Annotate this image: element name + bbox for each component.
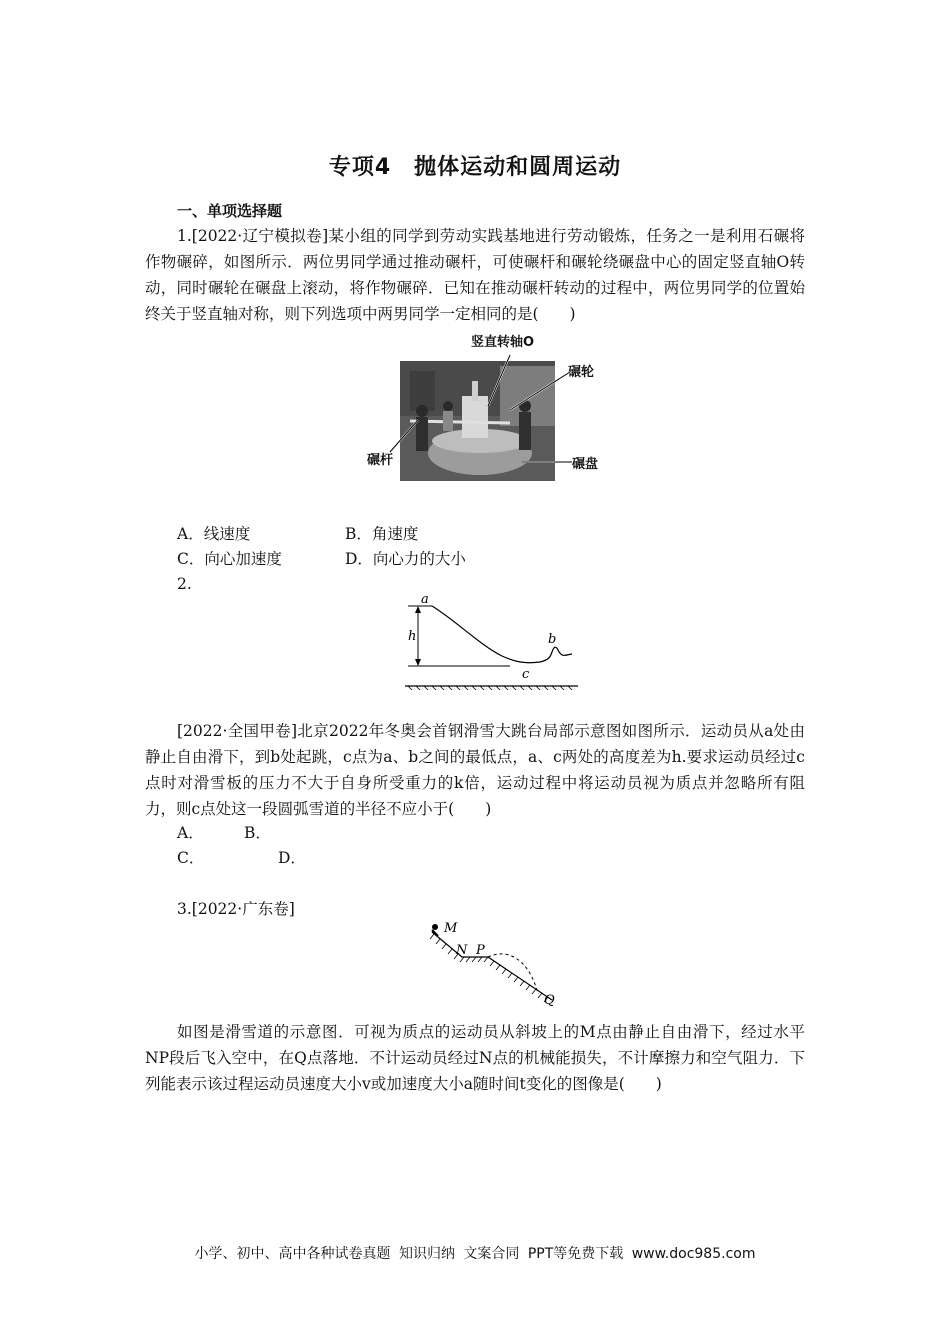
q1-option-c: C．向心加速度 bbox=[177, 550, 282, 568]
q2-option-b: B． bbox=[244, 824, 271, 842]
q2-option-d: D． bbox=[278, 849, 306, 867]
point-p-label: P bbox=[476, 943, 485, 958]
question-3-number: 3.[2022·广东卷] bbox=[177, 900, 295, 918]
ski-slope-diagram bbox=[420, 912, 570, 1012]
q1-option-d: D．向心力的大小 bbox=[345, 550, 466, 568]
q2-option-a: A． bbox=[177, 824, 204, 842]
question-2-text: [2022·全国甲卷]北京2022年冬奥会首钢滑雪大跳台局部示意图如图所示．运动员从a处由静止自由滑下，到b处起跳，c点为a、b之间的最低点，a、c两处的高度差为h.要求运动员经过c点时对滑雪板的压力不大于自身所受重力的k倍，运动过程中将运动员视为质点并忽略所有阻力，则c点处这一段圆弧雪道的半径不应小于( ) bbox=[145, 722, 805, 818]
photo-pointer-lines bbox=[360, 340, 610, 480]
point-c-label: c bbox=[522, 667, 530, 682]
point-m-label: M bbox=[444, 921, 458, 936]
page-title: 专项4 抛体运动和圆周运动 bbox=[328, 155, 622, 180]
label-wheel: 碾轮 bbox=[568, 365, 595, 380]
q2-option-c: C． bbox=[177, 849, 205, 867]
section-heading: 一、单项选择题 bbox=[177, 202, 283, 220]
ski-jump-diagram bbox=[400, 590, 585, 690]
point-n-label: N bbox=[456, 943, 468, 958]
question-2-number: 2. bbox=[177, 575, 192, 593]
point-a-label: a bbox=[421, 592, 429, 607]
point-q-label: Q bbox=[544, 993, 555, 1008]
point-b-label: b bbox=[548, 632, 557, 647]
label-plate: 碾盘 bbox=[572, 457, 599, 472]
page-footer: 小学、初中、高中各种试卷真题 知识归纳 文案合同 PPT等免费下载 www.doc985.com bbox=[194, 1246, 756, 1262]
height-h-label: h bbox=[408, 629, 417, 644]
question-1-text: 1.[2022·辽宁模拟卷]某小组的同学到劳动实践基地进行劳动锻炼，任务之一是利用石碾将作物碾碎，如图所示．两位男同学通过推动碾杆，可使碾杆和碾轮绕碾盘中心的固定竖直轴O转动，同时碾轮在碾盘上滚动，将作物碾碎．已知在推动碾杆转动的过程中，两位男同学的位置始终关于竖直轴对称，则下列选项中两男同学一定相同的是( ) bbox=[145, 227, 805, 323]
label-vertical-axis: 竖直转轴O bbox=[471, 335, 535, 350]
q1-option-a: A．线速度 bbox=[177, 525, 251, 543]
q1-option-b: B．角速度 bbox=[345, 525, 419, 543]
label-rod: 碾杆 bbox=[367, 453, 394, 468]
question-3-text: 如图是滑雪道的示意图．可视为质点的运动员从斜坡上的M点由静止自由滑下，经过水平NP段后飞入空中，在Q点落地．不计运动员经过N点的机械能损失，不计摩擦力和空气阻力．下列能表示该过程运动员速度大小v或加速度大小a随时间t变化的图像是( ) bbox=[145, 1023, 805, 1093]
